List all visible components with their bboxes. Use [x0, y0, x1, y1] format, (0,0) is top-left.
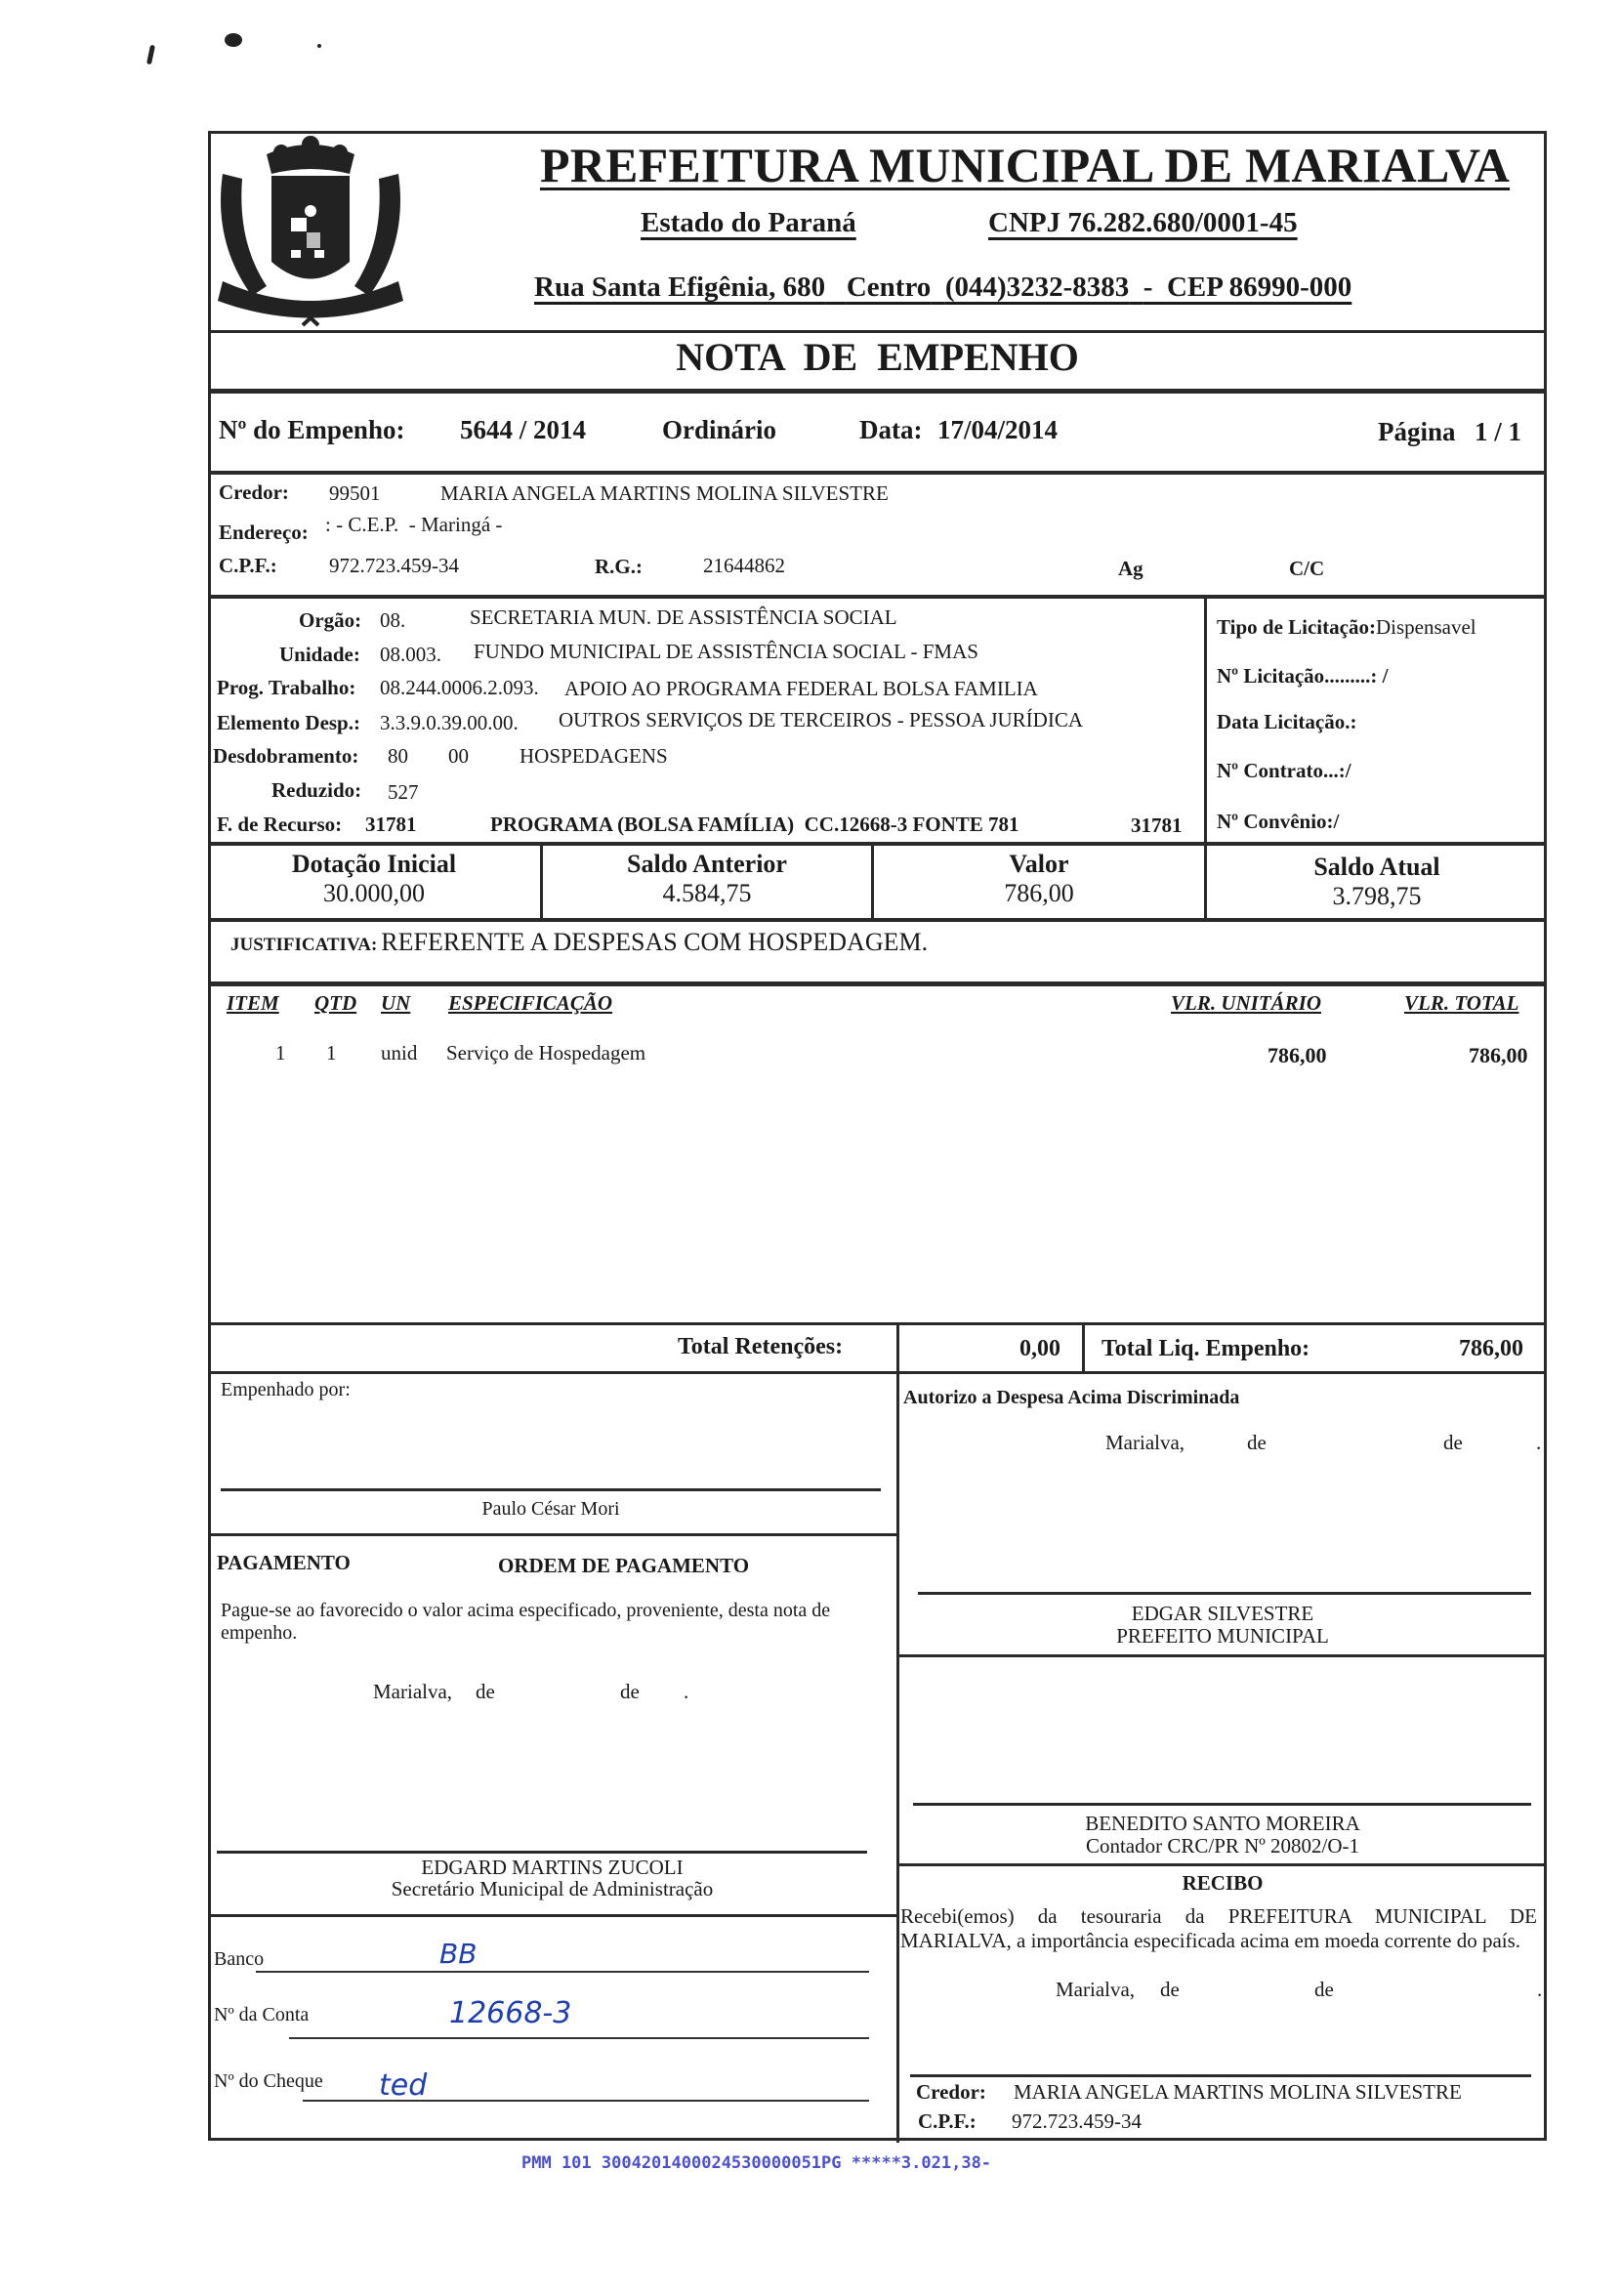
page-label: Página — [1378, 417, 1456, 446]
desdobramento-name: HOSPEDAGENS — [520, 744, 668, 768]
recibo-cpf: 972.723.459-34 — [1012, 2109, 1142, 2133]
cheque-label: Nº do Cheque — [214, 2070, 323, 2092]
autorizo-signer-name: EDGAR SILVESTRE — [1131, 1602, 1314, 1625]
pagamento-label: PAGAMENTO — [217, 1551, 351, 1574]
pagamento-text: Pague-se ao favorecido o valor acima especificado, proveniente, desta nota de empenho. — [221, 1600, 831, 1644]
licitacao-convenio: Nº Convênio:/ — [1217, 810, 1340, 833]
recibo-title: RECIBO — [1182, 1871, 1264, 1895]
contador-signer-role: Contador CRC/PR Nº 20802/O-1 — [1085, 1834, 1360, 1858]
balance-value: 4.584,75 — [662, 879, 752, 907]
endereco-label: Endereço: — [219, 521, 309, 544]
autorizo-signer-role: PREFEITO MUNICIPAL — [1116, 1624, 1329, 1648]
recurso-code2: 31781 — [1131, 814, 1183, 837]
recurso-code: 31781 — [365, 813, 417, 836]
autorizo-city: Marialva, — [1105, 1431, 1185, 1454]
recurso-name: PROGRAMA (BOLSA FAMÍLIA) CC.12668-3 FONTE 781 — [490, 813, 1019, 836]
signature-line — [918, 1592, 1531, 1595]
ag-label: Ag — [1118, 557, 1143, 580]
credor-label: Credor: — [219, 480, 289, 504]
balance-value: 786,00 — [1004, 879, 1074, 907]
empenho-number: 5644 / 2014 — [460, 415, 587, 444]
cell-item: 1 — [275, 1041, 286, 1065]
banco-line — [256, 1971, 869, 1973]
licitacao-tipo-value: Dispensavel — [1375, 615, 1476, 639]
credor-code: 99501 — [329, 481, 381, 505]
header-district: Centro — [846, 271, 932, 303]
licitacao-tipo — [1217, 615, 1476, 640]
signature-line — [217, 1851, 867, 1854]
header-address-line — [534, 271, 1351, 304]
divider — [208, 595, 1547, 599]
endereco-value: : - C.E.P. - Maringá - — [325, 513, 503, 536]
document-title: NOTA DE EMPENHO — [676, 335, 1079, 379]
divider — [896, 1863, 1547, 1866]
licitacao-numero: Nº Licitação.........: / — [1217, 664, 1389, 688]
divider — [1082, 1322, 1085, 1371]
cheque-value: ted — [379, 2068, 428, 2103]
credor-name: MARIA ANGELA MARTINS MOLINA SILVESTRE — [440, 481, 889, 505]
divider — [208, 1914, 896, 1917]
elemento-code: 3.3.9.0.39.00.00. — [380, 711, 519, 734]
pagamento-de2: de — [620, 1680, 640, 1703]
conta-line — [289, 2037, 869, 2039]
orgao-name: SECRETARIA MUN. DE ASSISTÊNCIA SOCIAL — [470, 605, 897, 629]
balance-saldo-anterior — [543, 850, 871, 908]
column-header-item: ITEM — [227, 991, 279, 1015]
balance-label: Valor — [1009, 850, 1069, 878]
cpf-value: 972.723.459-34 — [329, 554, 459, 577]
banco-value: BB — [439, 1938, 478, 1970]
divider — [208, 1322, 1547, 1325]
cell-spec: Serviço de Hospedagem — [446, 1041, 646, 1065]
justificativa-label: JUSTIFICATIVA: — [230, 935, 378, 955]
elemento-name: OUTROS SERVIÇOS DE TERCEIROS - PESSOA JURÍDICA — [559, 708, 1084, 731]
empenho-number-label: Nº do Empenho: — [219, 415, 405, 444]
contador-signer-name: BENEDITO SANTO MOREIRA — [1085, 1812, 1360, 1835]
licitacao-contrato: Nº Contrato...:/ — [1217, 759, 1351, 782]
autorizo-de2: de — [1443, 1431, 1463, 1454]
desdobramento-label: Desdobramento: — [213, 744, 359, 768]
orgao-label: Orgão: — [299, 608, 362, 632]
retencoes-value: 0,00 — [1019, 1336, 1060, 1361]
divider — [896, 1654, 1547, 1657]
divider — [208, 389, 1547, 394]
scan-speck — [225, 33, 242, 47]
justificativa-text: REFERENTE A DESPESAS COM HOSPEDAGEM. — [381, 928, 929, 956]
prog-code: 08.244.0006.2.093. — [380, 676, 539, 699]
divider — [208, 1371, 1547, 1374]
divider — [208, 918, 1547, 922]
balance-label: Saldo Atual — [1313, 853, 1440, 881]
elemento-label: Elemento Desp.: — [217, 711, 360, 734]
balance-value: 30.000,00 — [323, 879, 425, 907]
header-phone: (044)3232-8383 — [944, 271, 1130, 303]
cpf-label: C.P.F.: — [219, 554, 277, 577]
autorizo-dot: . — [1536, 1431, 1542, 1454]
empenho-date: 17/04/2014 — [937, 415, 1059, 444]
column-header-unit: VLR. UNITÁRIO — [1171, 991, 1322, 1015]
orgao-code: 08. — [380, 608, 406, 632]
recibo-dot: . — [1537, 1978, 1543, 2001]
cell-un: unid — [381, 1041, 418, 1065]
empenho-date-label: Data: — [859, 415, 923, 444]
justificativa — [230, 928, 928, 957]
payment-stamp: PMM 101 3004201400024530000051PG *****3.021,38- — [521, 2153, 992, 2173]
autorizo-label: Autorizo a Despesa Acima Discriminada — [903, 1387, 1240, 1408]
column-header-qtd: QTD — [314, 991, 357, 1015]
reduzido-value: 527 — [388, 780, 419, 804]
header-title: PREFEITURA MUNICIPAL DE MARIALVA — [540, 138, 1511, 192]
unidade-name: FUNDO MUNICIPAL DE ASSISTÊNCIA SOCIAL - FMAS — [474, 640, 978, 663]
pagamento-city: Marialva, — [373, 1680, 453, 1703]
liquido-label: Total Liq. Empenho: — [1101, 1336, 1310, 1361]
autorizo-de1: de — [1247, 1431, 1267, 1454]
column-header-total: VLR. TOTAL — [1404, 991, 1519, 1015]
pagamento-de1: de — [476, 1680, 495, 1703]
divider — [208, 842, 1547, 846]
banco-label: Banco — [214, 1948, 265, 1970]
signature-line — [913, 1803, 1531, 1806]
empenhado-label: Empenhado por: — [221, 1379, 351, 1400]
header-address: Rua Santa Efigênia, 680 — [534, 271, 826, 303]
recibo-de1: de — [1160, 1978, 1180, 2001]
divider — [208, 1533, 896, 1536]
cell-qtd: 1 — [326, 1041, 337, 1065]
recibo-city: Marialva, — [1056, 1978, 1136, 2001]
scan-speck — [146, 45, 155, 65]
liquido-value: 786,00 — [1459, 1336, 1523, 1361]
column-header-spec: ESPECIFICAÇÃO — [448, 991, 613, 1015]
cell-total: 786,00 — [1469, 1043, 1528, 1067]
recurso-label: F. de Recurso: — [217, 813, 343, 836]
header-separator: - — [1143, 271, 1153, 303]
empenhado-signer: Paulo César Mori — [481, 1498, 620, 1520]
scan-speck — [317, 44, 321, 48]
signature-line — [910, 2074, 1531, 2077]
column-header-un: UN — [381, 991, 411, 1015]
recibo-credor-label: Credor: — [916, 2080, 986, 2104]
page-number: 1 / 1 — [1475, 417, 1522, 446]
reduzido-label: Reduzido: — [271, 778, 362, 802]
balance-label: Dotação Inicial — [291, 850, 457, 878]
divider — [208, 330, 1547, 333]
pagamento-title: ORDEM DE PAGAMENTO — [498, 1554, 750, 1577]
cell-unit: 786,00 — [1268, 1043, 1327, 1067]
unidade-label: Unidade: — [279, 643, 360, 666]
header-cnpj: CNPJ 76.282.680/0001-45 — [988, 207, 1298, 238]
desdobramento-code1: 80 — [388, 744, 408, 768]
divider — [208, 471, 1547, 475]
licitacao-tipo-label: Tipo de Licitação: — [1217, 615, 1376, 639]
recibo-credor-name: MARIA ANGELA MARTINS MOLINA SILVESTRE — [1014, 2080, 1462, 2104]
pagamento-dot: . — [684, 1680, 689, 1703]
balance-saldo-atual — [1207, 853, 1547, 911]
unidade-code: 08.003. — [380, 643, 441, 666]
retencoes-label: Total Retenções: — [678, 1334, 844, 1359]
recibo-de2: de — [1314, 1978, 1334, 2001]
crest-icon — [213, 135, 408, 330]
conta-value: 12668-3 — [449, 1996, 572, 2030]
divider — [208, 981, 1547, 986]
balance-dotacao — [208, 850, 540, 908]
prog-name: APOIO AO PROGRAMA FEDERAL BOLSA FAMILIA — [564, 677, 1038, 700]
pagamento-signer-name: EDGARD MARTINS ZUCOLI — [421, 1856, 684, 1879]
balance-valor — [874, 850, 1204, 908]
recibo-text: Recebi(emos) da tesouraria da PREFEITURA MUNICIPAL DE MARIALVA, a importância especificada acima em moeda corrente do país. — [900, 1904, 1537, 1952]
prog-label: Prog. Trabalho: — [217, 676, 356, 699]
desdobramento-code2: 00 — [448, 744, 469, 768]
licitacao-data: Data Licitação.: — [1217, 710, 1357, 733]
rg-value: 21644862 — [703, 554, 785, 577]
divider — [896, 1322, 899, 2143]
header-state: Estado do Paraná — [641, 207, 856, 238]
recibo-cpf-label: C.P.F.: — [918, 2109, 977, 2133]
balance-value: 3.798,75 — [1332, 882, 1422, 910]
rg-label: R.G.: — [595, 555, 643, 578]
conta-label: Nº da Conta — [214, 2004, 310, 2025]
empenho-type: Ordinário — [662, 415, 777, 444]
pagamento-signer-role: Secretário Municipal de Administração — [391, 1877, 714, 1900]
balance-label: Saldo Anterior — [627, 850, 787, 878]
cc-label: C/C — [1289, 557, 1325, 580]
signature-line — [221, 1488, 881, 1491]
header-cep: CEP 86990-000 — [1166, 271, 1352, 303]
